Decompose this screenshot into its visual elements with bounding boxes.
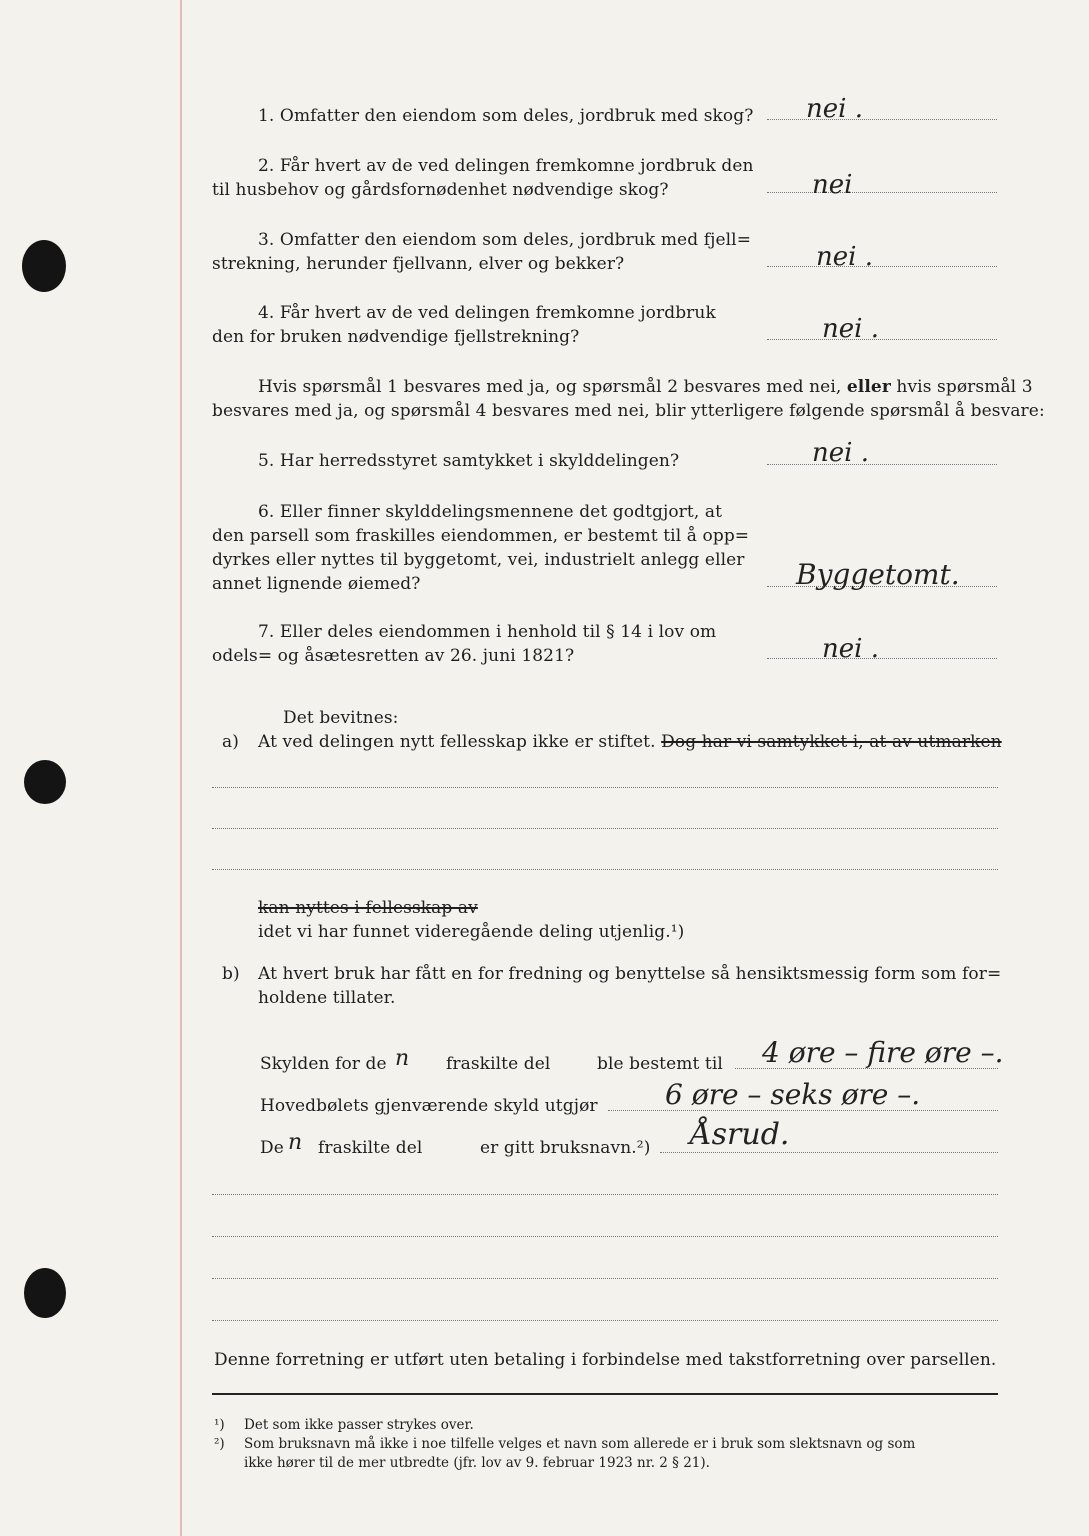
testimony-a-line — [258, 730, 1002, 754]
question-4-line-1: 4. Får hvert av de ved delingen fremkomne jordbruk — [258, 303, 716, 323]
skyld-row-3-line — [660, 1152, 998, 1153]
testimony-a-label: a) — [222, 732, 239, 752]
question-2-line-1: 2. Får hvert av de ved delingen fremkomne jordbruk den — [258, 156, 754, 176]
skyld-row-1-n: n — [395, 1046, 410, 1071]
testimony-b-label: b) — [222, 964, 240, 984]
footnote-2-mark: ²) — [214, 1436, 225, 1452]
answer-1: nei . — [806, 94, 863, 124]
answer-4: nei . — [822, 314, 879, 344]
punch-hole-bottom — [24, 1268, 66, 1318]
testimony-struck-line: kan nyttes i fellesskap av — [258, 898, 478, 918]
testimony-heading: Det bevitnes: — [283, 708, 399, 728]
blank-line-a1 — [212, 787, 998, 788]
answer-2: nei — [812, 170, 853, 200]
conditional-bold: eller — [846, 377, 891, 397]
answer-5: nei . — [812, 438, 869, 468]
answer-3: nei . — [816, 242, 873, 272]
footnote-2-line-1: Som bruksnavn må ikke i noe tilfelle velges et navn som allerede er i bruk som slektsnavn og som — [244, 1436, 916, 1452]
blank-line-b2 — [212, 1236, 998, 1237]
answer-line-2 — [767, 192, 997, 193]
blank-line-b1 — [212, 1194, 998, 1195]
footnote-2-line-2: ikke hører til de mer utbredte (jfr. lov av 9. februar 1923 nr. 2 § 21). — [244, 1455, 710, 1471]
conditional-text-b: hvis spørsmål 3 — [896, 377, 1033, 397]
skyld-row-3-c: er gitt bruksnavn.²) — [480, 1138, 651, 1158]
conditional-text-a: Hvis spørsmål 1 besvares med ja, og spørsmål 2 besvares med nei, — [258, 377, 842, 397]
question-3-line-1: 3. Omfatter den eiendom som deles, jordbruk med fjell= — [258, 230, 752, 250]
punch-hole-middle — [24, 760, 66, 804]
skyld-row-3-a: De — [260, 1138, 284, 1158]
answer-line-7 — [767, 658, 997, 659]
testimony-after-line: idet vi har funnet videregående deling utjenlig.¹) — [258, 922, 685, 942]
question-6-line-3: dyrkes eller nyttes til byggetomt, vei, industrielt anlegg eller — [212, 550, 745, 570]
answer-line-1 — [767, 119, 997, 120]
answer-line-4 — [767, 339, 997, 340]
footnote-1: Det som ikke passer strykes over. — [244, 1417, 474, 1433]
answer-line-3 — [767, 266, 997, 267]
question-6-line-4: annet lignende øiemed? — [212, 574, 421, 594]
skyld-row-1-b: fraskilte del — [446, 1054, 551, 1074]
answer-7: nei . — [822, 634, 879, 664]
question-5: 5. Har herredsstyret samtykket i skylddelingen? — [258, 451, 680, 471]
skyld-row-2-label: Hovedbølets gjenværende skyld utgjør — [260, 1096, 598, 1116]
testimony-b-line-1: At hvert bruk har fått en for fredning og benyttelse så hensiktsmessig form som for= — [258, 964, 1002, 984]
testimony-a-text: At ved delingen nytt fellesskap ikke er stiftet. — [258, 732, 656, 752]
question-7-line-1: 7. Eller deles eiendommen i henhold til § 14 i lov om — [258, 622, 717, 642]
footnote-1-mark: ¹) — [214, 1417, 225, 1433]
closing-statement: Denne forretning er utført uten betaling i forbindelse med takstforretning over parsellen. — [214, 1350, 997, 1370]
skyld-row-1-c: ble bestemt til — [597, 1054, 723, 1074]
punch-hole-top — [22, 240, 66, 292]
question-6-line-2: den parsell som fraskilles eiendommen, er bestemt til å opp= — [212, 526, 750, 546]
question-4-line-2: den for bruken nødvendige fjellstrekning? — [212, 327, 580, 347]
answer-6: Byggetomt. — [796, 558, 960, 591]
blank-line-b3 — [212, 1278, 998, 1279]
question-3-line-2: strekning, herunder fjellvann, elver og bekker? — [212, 254, 625, 274]
testimony-a-struck: Dog har vi samtykket i, at av utmarken — [661, 732, 1002, 752]
skyld-row-3-n: n — [288, 1130, 303, 1155]
question-7-line-2: odels= og åsætesretten av 26. juni 1821? — [212, 646, 575, 666]
question-2-line-2: til husbehov og gårdsfornødenhet nødvendige skog? — [212, 180, 669, 200]
answer-line-5 — [767, 464, 997, 465]
testimony-b-line-2: holdene tillater. — [258, 988, 396, 1008]
skyld-row-2-answer: 6 øre – seks øre –. — [665, 1078, 921, 1111]
conditional-line-2: besvares med ja, og spørsmål 4 besvares med nei, blir ytterligere følgende spørsmål å besvare: — [212, 401, 1045, 421]
footnote-rule — [212, 1393, 998, 1395]
question-1: 1. Omfatter den eiendom som deles, jordbruk med skog? — [258, 106, 754, 126]
question-6-line-1: 6. Eller finner skylddelingsmennene det godtgjort, at — [258, 502, 723, 522]
skyld-row-1-answer: 4 øre – fire øre –. — [762, 1036, 1004, 1069]
skyld-row-1-a: Skylden for de — [260, 1054, 387, 1074]
skyld-row-3-answer: Åsrud. — [690, 1117, 790, 1152]
conditional-line-1 — [258, 375, 1033, 399]
skyld-row-3-b: fraskilte del — [318, 1138, 423, 1158]
blank-line-a3 — [212, 869, 998, 870]
blank-line-a2 — [212, 828, 998, 829]
margin-line — [180, 0, 182, 1536]
blank-line-b4 — [212, 1320, 998, 1321]
